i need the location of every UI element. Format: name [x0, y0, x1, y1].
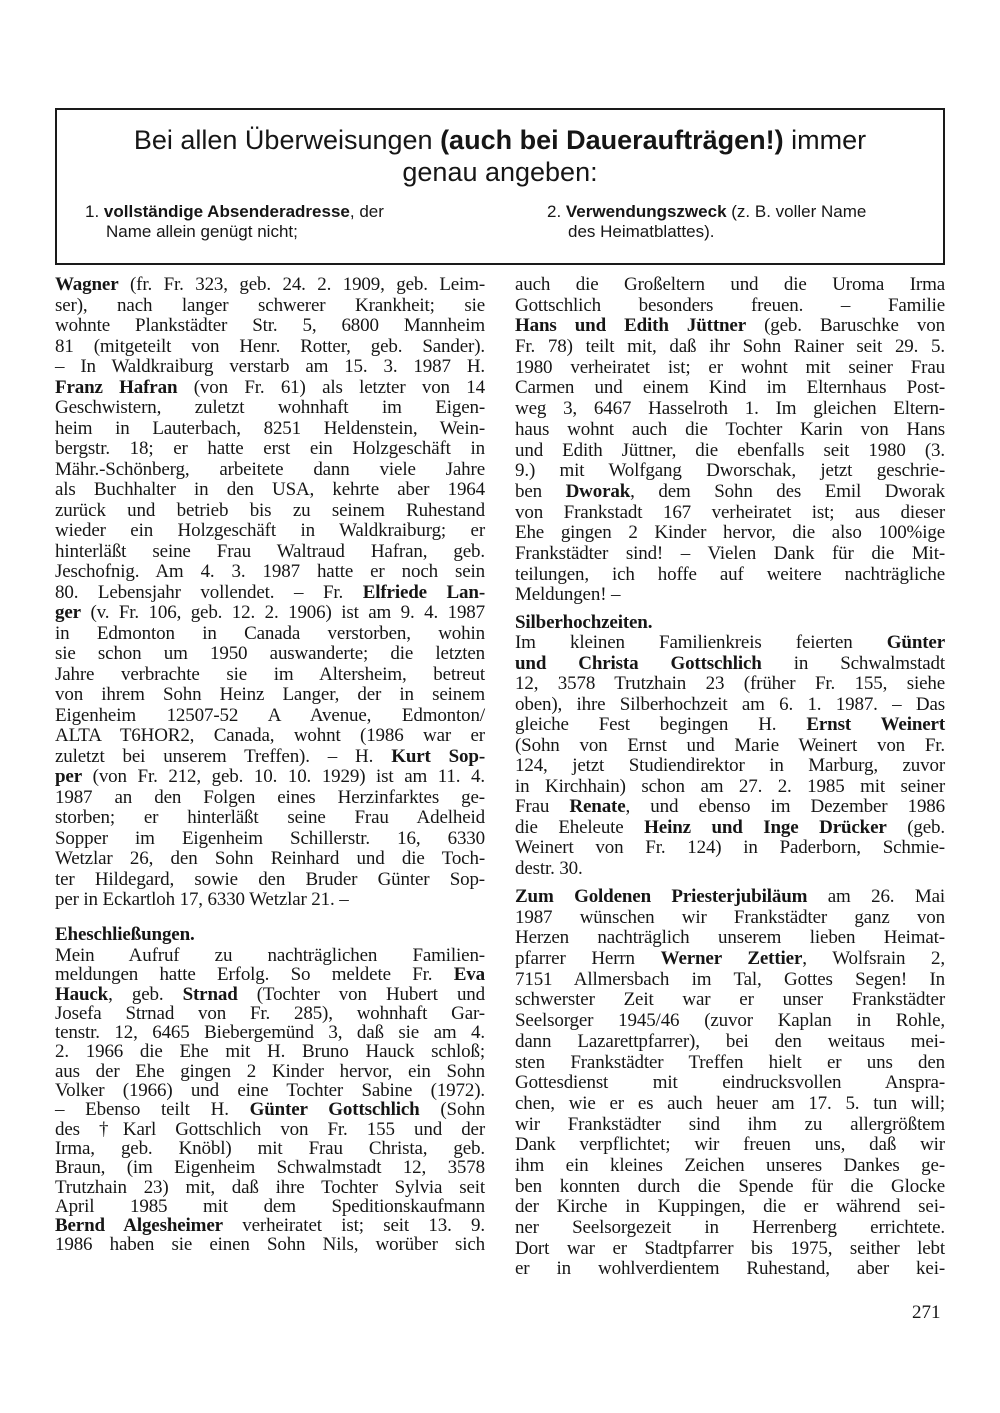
text-segment: sie schon um 1950 auswanderte; die letzten [55, 643, 485, 664]
bold-name: Wagner [55, 274, 119, 295]
text-segment: Frau [515, 796, 570, 817]
item-text: des Heimatblattes). [568, 222, 715, 241]
text-line [515, 908, 945, 929]
text-segment: (von Fr. 61) als letzter von 14 [177, 376, 485, 398]
text-line [55, 337, 485, 358]
text-segment: ALTA T6HOR2, Canada, wohnt (1986 war er [55, 725, 485, 746]
text-line [55, 1216, 485, 1235]
text-segment: 2. 1966 die Ehe mit H. Bruno Hauck schloß; [55, 1041, 485, 1063]
text-segment: Gottschlich besonders freuen. – Familie [515, 294, 945, 316]
text-segment: des †Karl Gottschlich von Fr. 155 und der [55, 1118, 485, 1140]
text-segment: 1980 verheiratet ist; er wohnt mit seiner Frau [515, 356, 945, 378]
bold-name: Kurt Sop- [391, 745, 485, 767]
text-line [55, 1062, 485, 1081]
text-line [55, 296, 485, 317]
text-segment: Jeschofnig. Am 4. 3. 1987 hatte er noch sein [55, 561, 485, 582]
text-segment: Sopper im Eigenheim Schillerstr. 16, 6330 [55, 827, 485, 849]
paragraph [515, 275, 945, 606]
text-segment: Meldungen! – [515, 584, 621, 606]
text-line [515, 1177, 945, 1198]
text-segment: in Kirchhain) schon am 27. 2. 1985 mit seiner [515, 775, 945, 797]
bold-name: Hauck [55, 983, 109, 1005]
text-segment: (v. Fr. 106, geb. 12. 2. 1906) ist am 9. 4. 1987 [80, 602, 485, 623]
paragraph [55, 946, 485, 1255]
text-segment: Irma, geb. Knöbl) mit Frau Christa, geb. [55, 1137, 485, 1159]
text-line [515, 1053, 945, 1074]
text-line [515, 316, 945, 337]
bold-name: Strnad [182, 983, 238, 1005]
text-line [515, 296, 945, 317]
text-segment: teilungen, ich hoffe auf weitere nachträgliche [515, 563, 945, 585]
text-segment: ihm ein kleines Zeichen unseres Dankes ge- [515, 1154, 945, 1176]
text-line [55, 1139, 485, 1158]
text-segment: Dort war er Stadtpfarrer bis 1975, seither lebt [515, 1237, 945, 1259]
text-segment: Trutzhain 23) mit, daß ihre Tochter Sylvia seit [55, 1176, 485, 1198]
text-line [515, 1011, 945, 1032]
text-segment: in Edmonton in Canada verstorben, wohin [55, 622, 485, 644]
text-segment: wieder ein Holzgeschäft in Waldkraiburg; er [55, 520, 485, 541]
item-bold: vollständige Absenderadresse [103, 202, 350, 221]
item-text: Name allein genügt nicht; [106, 222, 298, 241]
text-line [515, 1239, 945, 1260]
text-line [515, 928, 945, 949]
text-segment: 12, 3578 Trutzhain 23 (früher Fr. 155, siehe [515, 673, 945, 694]
bold-name: Heinz und Inge Drücker [644, 816, 887, 838]
text-line [515, 461, 945, 482]
bold-name: Bernd Algesheimer [55, 1215, 223, 1237]
text-line [55, 562, 485, 583]
text-segment: als Buchhalter in den USA, kehrte aber 1964 [55, 479, 485, 500]
text-line [515, 1115, 945, 1136]
text-segment: die Eheleute [515, 816, 645, 838]
text-segment: haus wohnt auch die Tochter Karin von Hans [515, 418, 945, 440]
text-segment: 81 (mitgeteilt von Henr. Rotter, geb. Sander). [55, 335, 485, 357]
text-line [515, 399, 945, 420]
text-line [515, 949, 945, 970]
section-heading: Eheschließungen. [55, 924, 195, 945]
text-line [515, 674, 945, 695]
text-line [55, 767, 485, 788]
bold-name: Ernst Weinert [806, 714, 945, 735]
text-line [55, 1178, 485, 1197]
text-line [515, 378, 945, 399]
text-segment: hinterläßt seine Frau Waltraud Hafran, geb. [55, 540, 485, 562]
text-line [55, 521, 485, 542]
notice-title-bold: (auch bei Daueraufträgen!) [440, 125, 784, 155]
text-segment: Mein Aufruf zu nachträglichen Familien- [55, 945, 485, 966]
text-segment: oben), ihre Silberhochzeit am 6. 1. 1987. – Das [515, 693, 945, 715]
text-line [515, 337, 945, 358]
text-line [515, 358, 945, 379]
text-segment: 1986 haben sie einen Sohn Nils, worüber sich [55, 1234, 485, 1256]
paragraph [515, 633, 945, 879]
text-segment: weg 3, 6467 Hasselroth 1. Im gleichen Eltern- [515, 398, 945, 420]
text-segment: – In Waldkraiburg verstarb am 15. 3. 1987 H. [55, 356, 485, 377]
text-segment: von ihrem Sohn Heinz Langer, der in seinem [55, 684, 485, 705]
item-text: , der [349, 202, 384, 221]
text-line [55, 808, 485, 829]
text-segment: (Tochter von Hubert und [237, 983, 485, 1005]
text-line [515, 420, 945, 441]
text-segment: destr. 30. [515, 857, 583, 879]
text-segment: Geschwistern, zuletzt wohnhaft im Eigen- [55, 397, 485, 418]
text-line [55, 788, 485, 809]
text-segment: verheiratet ist; seit 13. 9. [222, 1215, 485, 1237]
notice-title [57, 124, 943, 156]
text-segment: Wetzlar 26, den Sohn Reinhard und die Toch- [55, 848, 485, 869]
text-line [515, 887, 945, 908]
text-segment: Braun, (im Eigenheim Schwalmstadt 12, 3578 [55, 1157, 485, 1179]
text-line [515, 715, 945, 736]
text-segment: , dem Sohn des Emil Dworak [630, 480, 945, 502]
text-line [515, 1197, 945, 1218]
text-line [55, 665, 485, 686]
text-line [55, 685, 485, 706]
notice-title-line2: genau angeben: [402, 157, 598, 187]
text-line [515, 990, 945, 1011]
text-line [55, 1081, 485, 1100]
bold-name: Renate [569, 796, 626, 817]
text-segment: in Schwalmstadt [761, 652, 945, 674]
text-segment: Eigenheim 12507-52 A Avenue, Edmonton/ [55, 704, 485, 726]
text-line [55, 357, 485, 378]
item-bold: Verwendungszweck [565, 202, 727, 221]
text-line [55, 1100, 485, 1119]
bold-name: per [55, 766, 82, 787]
text-segment: Weinert von Fr. 124) in Paderborn, Schmie- [515, 837, 945, 858]
text-segment: ben [515, 480, 566, 502]
text-segment: (von Fr. 212, geb. 10. 10. 1929) ist am 11. 4. [81, 766, 485, 787]
text-segment: heim in Lauterbach, 8251 Heldenstein, Wein- [55, 417, 485, 439]
text-segment: (Sohn von Ernst und Marie Weinert von Fr. [515, 734, 945, 756]
text-segment: Jahre verbrachte sie im Altersheim, betreut [55, 663, 485, 685]
text-segment: per in Eckartloh 17, 6330 Wetzlar 21. – [55, 889, 349, 910]
paragraph [515, 887, 945, 1280]
bold-name: Dworak [565, 480, 631, 502]
text-segment: gleiche Fest begingen H. [515, 714, 807, 735]
text-segment: zuletzt bei unserem Treffen). – H. [55, 745, 392, 767]
text-line [515, 1156, 945, 1177]
text-line [55, 1042, 485, 1061]
bold-name: Werner Zettier [660, 948, 803, 970]
text-segment: (Sohn [419, 1099, 485, 1121]
text-line [55, 624, 485, 645]
text-line [55, 460, 485, 481]
text-segment: Frankstädter sind! – Vielen Dank für die Mit- [515, 542, 945, 564]
text-line [515, 736, 945, 757]
item-text: (z. B. voller Name [726, 202, 867, 221]
text-line [55, 316, 485, 337]
text-segment: , und ebenso im Dezember 1986 [625, 796, 945, 817]
text-segment: Im kleinen Familienkreis feierten [515, 632, 887, 653]
text-line [515, 275, 945, 296]
text-line [55, 965, 485, 984]
text-line [55, 1235, 485, 1254]
text-segment: tenstr. 12, 6465 Biebergemünd 3, daß sie am 4. [55, 1022, 485, 1044]
text-line [515, 585, 945, 606]
text-segment: meldungen hatte Erfolg. So meldete Fr. [55, 964, 454, 986]
text-segment: sten Frankstädter Treffen hielt er uns den [515, 1051, 945, 1073]
text-segment: Dank verpflichtet; wir freuen uns, daß wir [515, 1134, 945, 1156]
item-number: 1. [85, 202, 104, 221]
text-line [55, 890, 485, 911]
text-segment: von Frankstadt 167 verheiratet ist; aus dieser [515, 501, 945, 523]
text-line [515, 482, 945, 503]
text-segment: ben konnten durch die Spende für die Glocke [515, 1175, 945, 1197]
text-line [515, 777, 945, 798]
text-segment: April 1985 mit dem Speditionskaufmann [55, 1195, 485, 1217]
text-segment: Gottesdienst mit eindrucksvollen Anspra- [515, 1072, 945, 1094]
text-line [515, 633, 945, 654]
text-segment: 124, jetzt Studiendirektor in Marburg, zuvor [515, 755, 945, 776]
text-segment: Herzen nachträglich unserem lieben Heimat- [515, 927, 945, 949]
text-line [515, 523, 945, 544]
text-segment: 80. Lebensjahr vollendet. – Fr. [55, 581, 363, 603]
bold-name: und Christa Gottschlich [515, 652, 762, 674]
text-segment: bergstr. 18; er hatte erst ein Holzgeschäft in [55, 438, 485, 459]
text-line [55, 1023, 485, 1042]
text-segment: ner Seelsorgezeit in Herrenberg errichtete. [515, 1217, 945, 1238]
text-line [515, 503, 945, 524]
text-segment: Josefa Strnad von Fr. 285), wohnhaft Gar- [55, 1002, 485, 1024]
text-line [55, 946, 485, 965]
text-line [55, 706, 485, 727]
text-segment: Fr. 78) teilt mit, daß ihr Sohn Rainer seit 29. 5. [515, 336, 945, 358]
bold-name: Eva [453, 964, 485, 986]
text-segment: 7151 Allmersbach im Tal, Gottes Segen! In [515, 968, 945, 990]
text-segment: , geb. [108, 983, 183, 1005]
text-line [55, 501, 485, 522]
text-segment: dann Lazarettpfarrer), bei den weitaus mei- [515, 1030, 945, 1052]
section-heading: Silberhochzeiten. [515, 612, 653, 633]
text-segment: schwerster Zeit war er unser Frankstädter [515, 989, 945, 1011]
text-line [55, 985, 485, 1004]
bold-name: Elfriede Lan- [362, 581, 486, 603]
text-line [515, 1073, 945, 1094]
text-line [515, 441, 945, 462]
text-segment: 1987 wünschen wir Frankstädter ganz von [515, 906, 945, 928]
text-segment: wohnte Plankstädter Str. 5, 6800 Mannheim [55, 315, 485, 336]
text-line [55, 870, 485, 891]
text-line [55, 542, 485, 563]
text-segment: am 26. Mai [807, 886, 946, 907]
text-line [55, 644, 485, 665]
text-line [55, 603, 485, 624]
text-segment: ser), nach langer schwerer Krankheit; sie [55, 294, 485, 316]
text-line [55, 378, 485, 399]
payment-notice-box [55, 108, 945, 265]
text-line [515, 797, 945, 818]
text-line [515, 654, 945, 675]
text-segment: wir Frankstädter sind ihm zu allergrößtem [515, 1113, 945, 1135]
text-segment: (geb. [886, 816, 945, 838]
bold-name: ger [55, 602, 81, 623]
text-line [515, 565, 945, 586]
bold-name: Hans und Edith Jüttner [515, 315, 746, 337]
text-line [515, 1094, 945, 1115]
text-line [55, 1004, 485, 1023]
notice-title-text: immer [783, 125, 867, 155]
bold-name: Günter Gottschlich [249, 1099, 420, 1121]
paragraph [55, 275, 485, 911]
text-segment: zurück und betrieb bis zu seinem Ruhestand [55, 499, 485, 521]
text-segment: aus der Ehe gingen 2 Kinder hervor, ein Sohn [55, 1060, 485, 1082]
text-line [515, 859, 945, 880]
text-segment: chen, wie er es auch heuer am 17. 5. tun will; [515, 1092, 945, 1114]
text-line [55, 1197, 485, 1216]
text-line [55, 1120, 485, 1139]
text-line [515, 1135, 945, 1156]
text-segment: Seelsorger 1945/46 (zuvor Kaplan in Rohle, [515, 1010, 945, 1032]
text-line [55, 439, 485, 460]
text-segment: – Ebenso teilt H. [55, 1099, 250, 1121]
notice-item-address [85, 202, 384, 242]
text-segment: der Kirche in Kuppingen, die er während sei- [515, 1196, 945, 1218]
text-line [515, 818, 945, 839]
bold-name: Zum Goldenen Priesterjubiläum [515, 886, 808, 907]
text-segment: auch die Großeltern und die Uroma Irma [515, 274, 945, 295]
text-line [55, 583, 485, 604]
text-line [55, 275, 485, 296]
text-segment: storben; er hinterläßt seine Frau Adelheid [55, 807, 485, 828]
text-segment: 1987 an den Folgen eines Herzinfarktes ge- [55, 786, 485, 808]
text-segment: Ehe gingen 2 Kinder hervor, die also 100%ige [515, 522, 945, 544]
text-line [515, 1259, 945, 1280]
notice-item-purpose [547, 202, 866, 242]
text-segment: (geb. Baruschke von [746, 315, 945, 337]
text-segment: Mähr.-Schönberg, arbeitete dann viele Jahre [55, 458, 485, 480]
text-segment: 9.) mit Wolfgang Dworschak, jetzt geschrie- [515, 460, 945, 482]
bold-name: Günter [886, 632, 945, 653]
text-line [55, 726, 485, 747]
notice-title-text: Bei allen Überweisungen [133, 125, 441, 155]
text-line [55, 480, 485, 501]
text-line [55, 829, 485, 850]
text-segment: (fr. Fr. 323, geb. 24. 2. 1909, geb. Leim- [118, 274, 485, 295]
text-line [515, 544, 945, 565]
text-line [515, 838, 945, 859]
text-line [55, 398, 485, 419]
page-number: 271 [912, 1302, 941, 1323]
text-line [515, 695, 945, 716]
text-segment: , Wolfsrain 2, [802, 948, 945, 970]
text-segment: er in wohlverdientem Ruhestand, aber kei- [515, 1258, 945, 1280]
text-line [515, 1218, 945, 1239]
text-line [515, 970, 945, 991]
item-number: 2. [547, 202, 566, 221]
text-segment: und Edith Jüttner, die ebenfalls seit 1980 (3. [515, 439, 945, 461]
text-line [55, 419, 485, 440]
text-line [55, 1158, 485, 1177]
text-line [515, 1032, 945, 1053]
text-line [55, 747, 485, 768]
text-line [55, 849, 485, 870]
text-segment: Carmen und einem Kind im Elternhaus Post- [515, 377, 945, 399]
bold-name: Franz Hafran [55, 376, 178, 398]
text-segment: ter Hildegard, sowie den Bruder Günter Sop- [55, 868, 485, 890]
text-segment: pfarrer Herrn [515, 948, 661, 970]
text-segment: Volker (1966) und eine Tochter Sabine (1972). [55, 1080, 485, 1102]
text-line [515, 756, 945, 777]
